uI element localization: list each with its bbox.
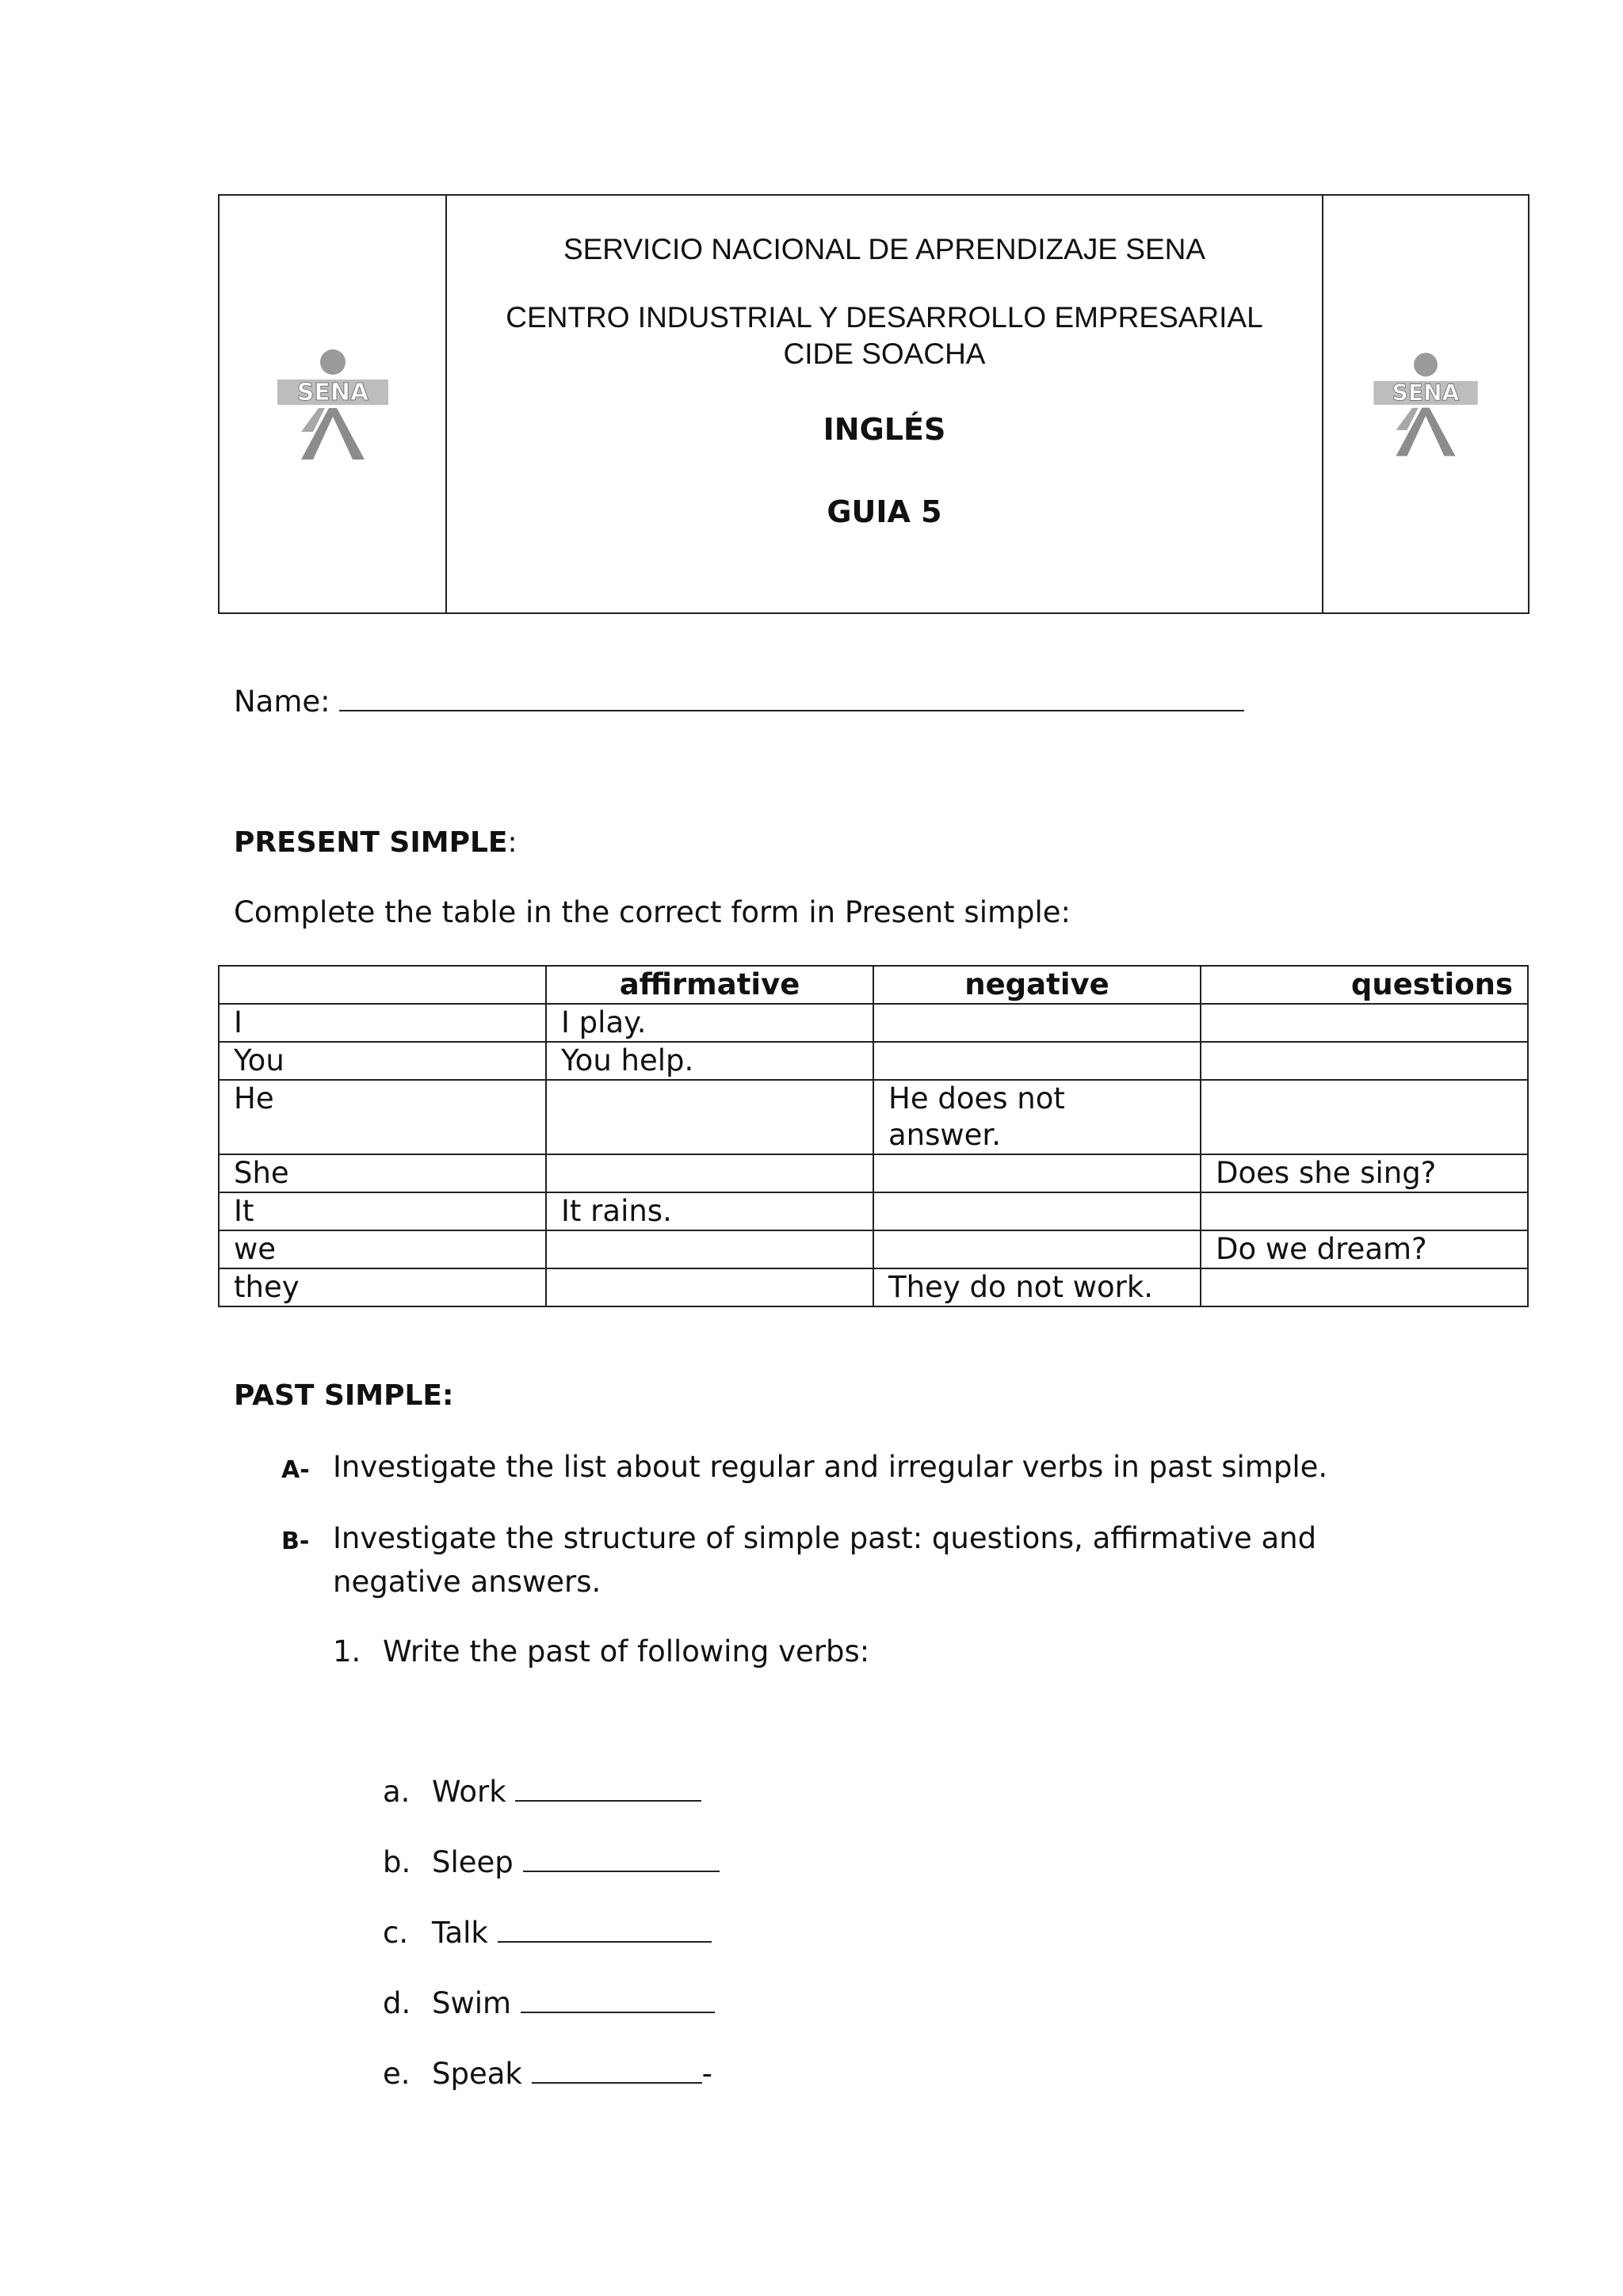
negative-cell[interactable] — [873, 1154, 1201, 1192]
affirmative-cell[interactable]: It rains. — [546, 1192, 873, 1230]
answer-blank[interactable] — [523, 1847, 720, 1872]
item-b-label: B- — [281, 1527, 310, 1555]
item-a-text: Investigate the list about regular and irregular verbs in past simple. — [333, 1450, 1328, 1484]
question-cell[interactable]: Do we dream? — [1201, 1230, 1528, 1268]
affirmative-cell[interactable] — [546, 1080, 873, 1154]
pronoun-cell: He — [219, 1080, 546, 1154]
present-simple-heading: PRESENT SIMPLE: — [234, 826, 517, 859]
past-simple-title: PAST SIMPLE: — [234, 1379, 454, 1412]
table-row — [219, 1042, 1528, 1080]
affirmative-cell[interactable] — [546, 1268, 873, 1306]
table-row — [219, 1004, 1528, 1042]
answer-blank[interactable] — [532, 2058, 702, 2084]
header-questions: questions — [1201, 966, 1528, 1004]
present-simple-title: PRESENT SIMPLE — [234, 826, 508, 859]
sena-logo-left — [269, 345, 396, 463]
center-name: CENTRO INDUSTRIAL Y DESARROLLO EMPRESARIAL — [506, 301, 1263, 334]
verb-item-work: a. Work — [383, 1775, 701, 1809]
answer-blank[interactable] — [498, 1917, 712, 1943]
negative-cell[interactable] — [873, 1042, 1201, 1080]
task-1-number: 1. — [333, 1634, 361, 1669]
table-header-row — [219, 966, 1528, 1004]
table-row — [219, 1080, 1528, 1154]
name-row — [234, 685, 1244, 719]
negative-cell[interactable] — [873, 1004, 1201, 1042]
present-instruction: Complete the table in the correct form in Present simple: — [234, 895, 1071, 929]
verb-item-sleep: b. Sleep — [383, 1845, 720, 1879]
negative-cell[interactable] — [873, 1230, 1201, 1268]
question-cell[interactable] — [1201, 1004, 1528, 1042]
task-1-text: Write the past of following verbs: — [383, 1634, 870, 1669]
header-box — [218, 194, 1529, 614]
present-simple-table — [218, 965, 1529, 1307]
affirmative-cell[interactable]: I play. — [546, 1004, 873, 1042]
table-row — [219, 1192, 1528, 1230]
header-affirmative: affirmative — [546, 966, 873, 1004]
header-title-cell — [447, 196, 1322, 612]
affirmative-cell[interactable] — [546, 1230, 873, 1268]
answer-blank[interactable] — [521, 1988, 715, 2013]
affirmative-cell[interactable]: You help. — [546, 1042, 873, 1080]
verb-item-speak: e. Speak - — [383, 2057, 712, 2091]
verb-item-talk: c. Talk — [383, 1916, 712, 1950]
name-label: Name: — [234, 685, 330, 719]
question-cell[interactable] — [1201, 1268, 1528, 1306]
left-logo-cell — [220, 196, 447, 612]
negative-cell[interactable] — [873, 1192, 1201, 1230]
pronoun-cell: I — [219, 1004, 546, 1042]
center-location: CIDE SOACHA — [783, 338, 986, 370]
question-cell[interactable]: Does she sing? — [1201, 1154, 1528, 1192]
question-cell[interactable] — [1201, 1080, 1528, 1154]
negative-cell[interactable]: They do not work. — [873, 1268, 1201, 1306]
pronoun-cell: You — [219, 1042, 546, 1080]
header-negative: negative — [873, 966, 1201, 1004]
pronoun-cell: we — [219, 1230, 546, 1268]
item-b-text-line2: negative answers. — [333, 1565, 601, 1599]
table-row — [219, 1268, 1528, 1306]
question-cell[interactable] — [1201, 1192, 1528, 1230]
pronoun-cell: they — [219, 1268, 546, 1306]
affirmative-cell[interactable] — [546, 1154, 873, 1192]
header-pronoun — [219, 966, 546, 1004]
answer-blank[interactable] — [515, 1776, 701, 1802]
table-row — [219, 1230, 1528, 1268]
guide-number: GUIA 5 — [827, 494, 942, 529]
verb-item-swim: d. Swim — [383, 1986, 715, 2020]
sena-logo-right — [1366, 345, 1485, 463]
svg-text:SENA: SENA — [1392, 379, 1460, 406]
item-b-text-line1: Investigate the structure of simple past: questions, affirmative and — [333, 1521, 1317, 1555]
item-a-label: A- — [281, 1456, 310, 1484]
subject-title: INGLÉS — [823, 412, 946, 447]
name-blank[interactable] — [339, 686, 1244, 711]
question-cell[interactable] — [1201, 1042, 1528, 1080]
right-logo-cell — [1322, 196, 1528, 612]
org-name: SERVICIO NACIONAL DE APRENDIZAJE SENA — [563, 233, 1206, 265]
pronoun-cell: She — [219, 1154, 546, 1192]
pronoun-cell: It — [219, 1192, 546, 1230]
table-row — [219, 1154, 1528, 1192]
svg-text:SENA: SENA — [296, 379, 369, 406]
negative-cell[interactable]: He does not answer. — [873, 1080, 1201, 1154]
